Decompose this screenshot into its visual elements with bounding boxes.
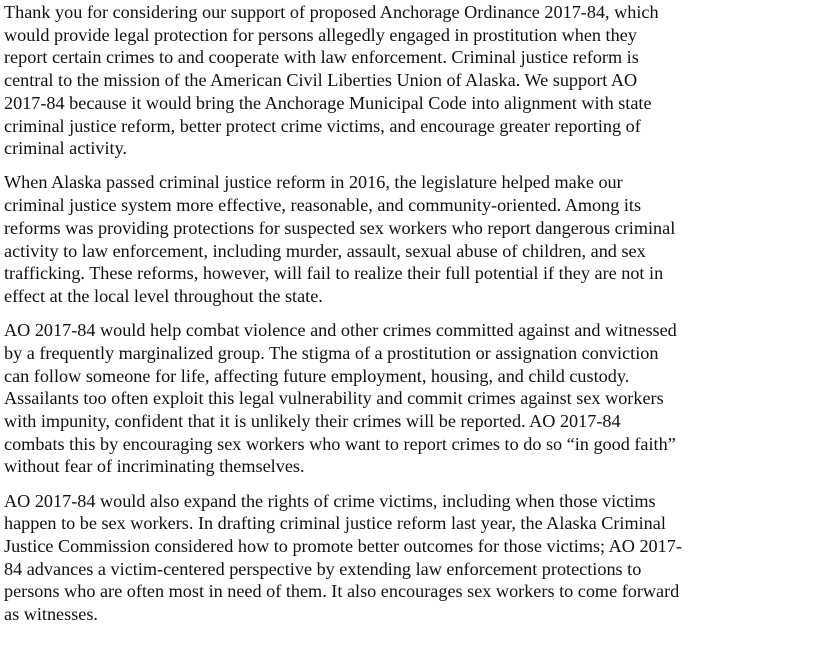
text-line: effect at the local level throughout the state. [4,285,323,306]
text-line: happen to be sex workers. In drafting criminal justice reform last year, the Alaska Criminal [4,513,666,534]
paragraph-3 [4,319,817,478]
text-line: When Alaska passed criminal justice reform in 2016, the legislature helped make our [4,172,623,193]
text-line: can follow someone for life, affecting future employment, housing, and child custody. [4,365,630,386]
text-line: AO 2017-84 would help combat violence and other crimes committed against and witnessed [4,320,677,341]
text-line: criminal justice reform, better protect crime victims, and encourage greater reporting of [4,115,641,136]
text-line: trafficking. These reforms, however, will fail to realize their full potential if they are not in [4,263,664,284]
paragraph-4 [4,490,817,626]
text-line: as witnesses. [4,604,98,625]
paragraph-1 [4,1,817,160]
text-line: criminal activity. [4,138,128,159]
text-line: activity to law enforcement, including murder, assault, sexual abuse of children, and sex [4,240,646,261]
text-line: Justice Commission considered how to promote better outcomes for those victims; AO 2017- [4,535,682,556]
text-line: Assailants too often exploit this legal vulnerability and commit crimes against sex workers [4,388,664,409]
text-line: AO 2017-84 would also expand the rights of crime victims, including when those victims [4,490,656,511]
text-line: combats this by encouraging sex workers who want to report crimes to do so “in good faith” [4,433,676,454]
text-line: criminal justice system more effective, reasonable, and community-oriented. Among its [4,195,642,216]
text-line: central to the mission of the American Civil Liberties Union of Alaska. We support AO [4,70,638,91]
text-line: reforms was providing protections for suspected sex workers who report dangerous criminal [4,217,676,238]
text-line: by a frequently marginalized group. The stigma of a prostitution or assignation conviction [4,342,659,363]
text-line: without fear of incriminating themselves. [4,456,305,477]
text-line: 84 advances a victim-centered perspective by extending law enforcement protections to [4,558,642,579]
text-line: report certain crimes to and cooperate with law enforcement. Criminal justice reform is [4,47,639,68]
text-line: with impunity, confident that it is unlikely their crimes will be reported. AO 2017-84 [4,410,621,431]
text-line: Thank you for considering our support of proposed Anchorage Ordinance 2017-84, which [4,2,659,22]
text-line: would provide legal protection for persons allegedly engaged in prostitution when they [4,24,637,45]
paragraph-2 [4,171,817,307]
text-line: 2017-84 because it would bring the Anchorage Municipal Code into alignment with state [4,92,652,113]
text-line: persons who are often most in need of them. It also encourages sex workers to come forward [4,581,680,602]
